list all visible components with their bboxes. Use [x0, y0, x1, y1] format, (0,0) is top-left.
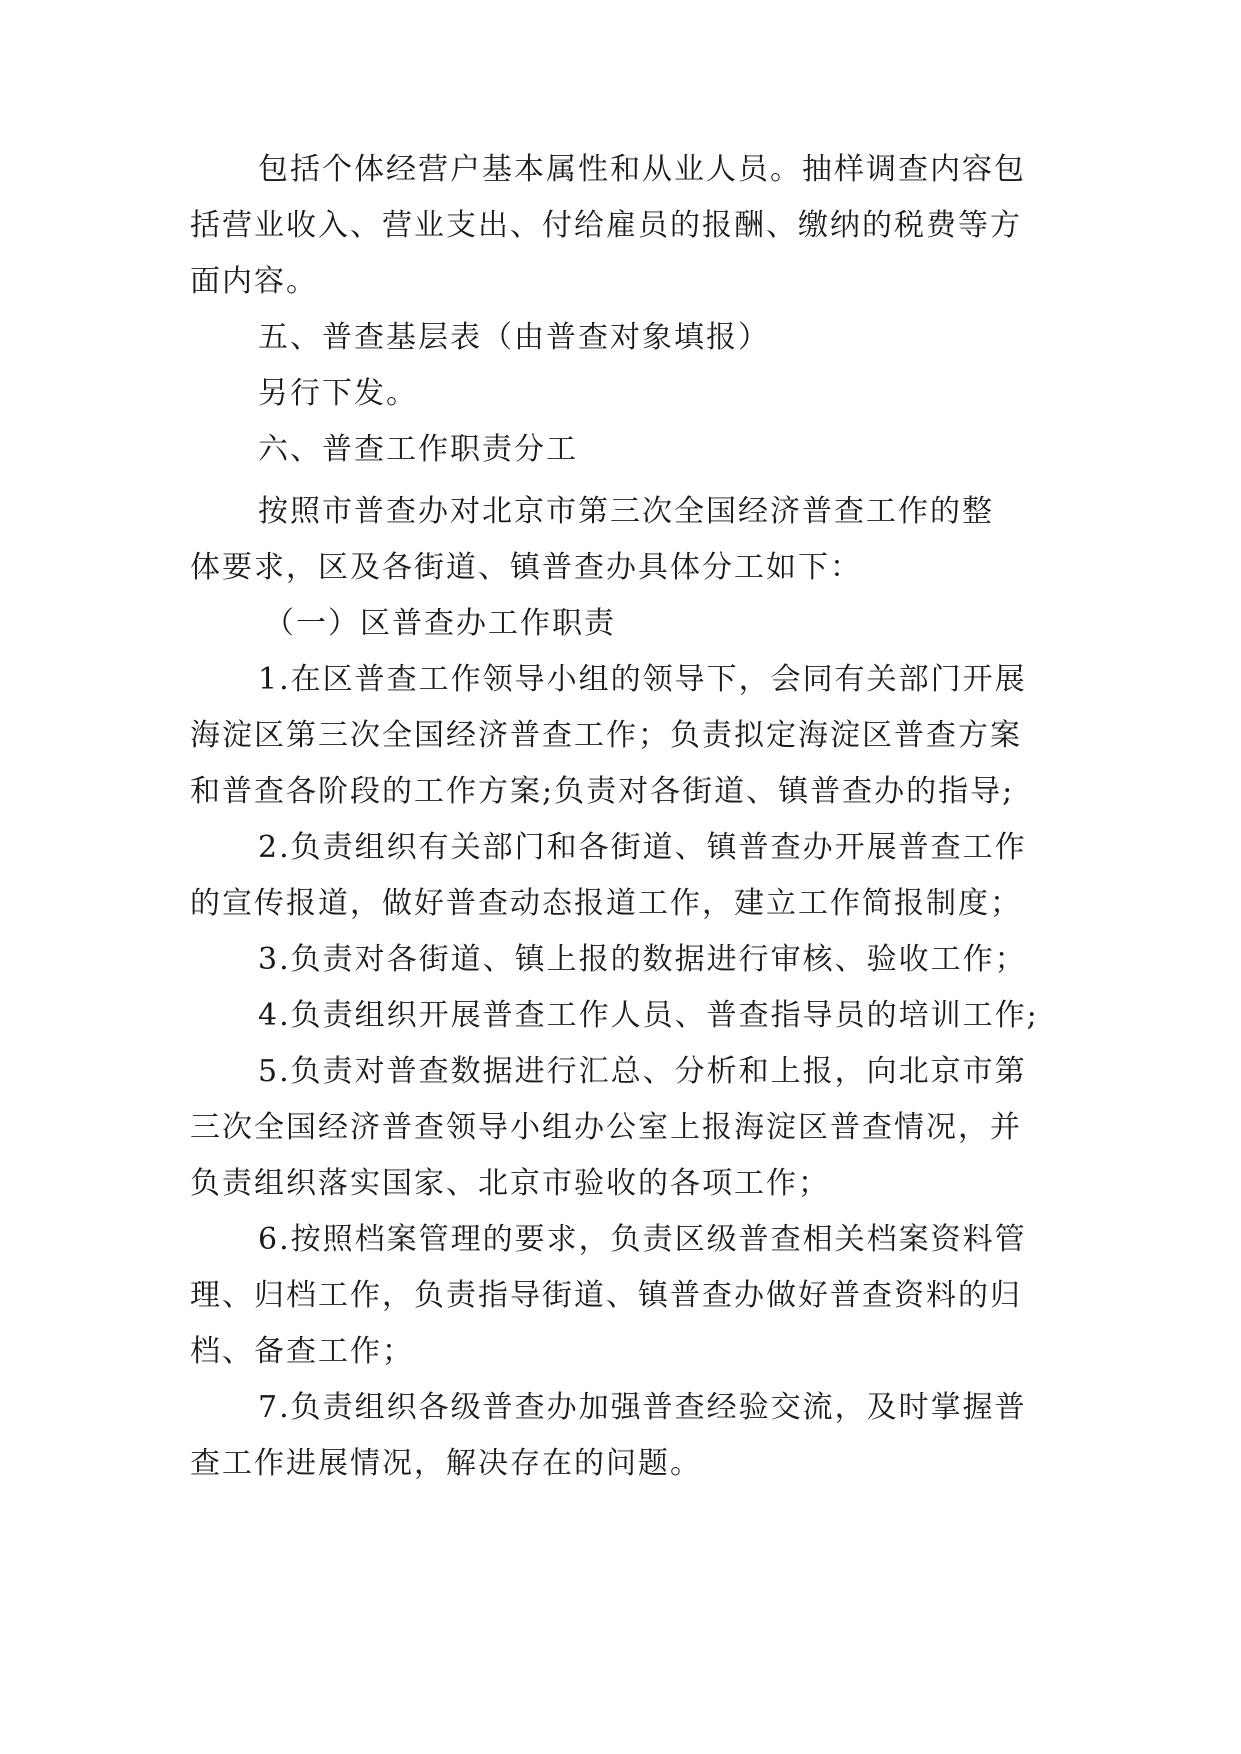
text-line-5: 另行下发。: [258, 376, 418, 411]
text-line-3: 面内容。: [190, 264, 318, 299]
text-line-13: 2.负责组织有关部门和各街道、镇普查办开展普查工作: [258, 830, 1027, 865]
text-line-1: 包括个体经营户基本属性和从业人员。抽样调查内容包: [258, 152, 1026, 187]
section-heading-6: 六、普查工作职责分工: [258, 432, 578, 467]
text-line-20: 6.按照档案管理的要求，负责区级普查相关档案资料管: [258, 1222, 1027, 1257]
text-line-8: 体要求，区及各街道、镇普查办具体分工如下：: [190, 550, 862, 585]
subsection-heading-1: （一）区普查办工作职责: [264, 606, 616, 641]
text-line-19: 负责组织落实国家、北京市验收的各项工作；: [190, 1166, 830, 1201]
text-line-14: 的宣传报道，做好普查动态报道工作，建立工作简报制度；: [190, 886, 1022, 921]
text-line-18: 三次全国经济普查领导小组办公室上报海淀区普查情况，并: [190, 1110, 1022, 1145]
text-line-17: 5.负责对普查数据进行汇总、分析和上报，向北京市第: [258, 1054, 1027, 1089]
text-line-11: 海淀区第三次全国经济普查工作；负责拟定海淀区普查方案: [190, 718, 1022, 753]
text-line-23: 7.负责组织各级普查办加强普查经验交流，及时掌握普: [258, 1390, 1027, 1425]
text-line-7: 按照市普查办对北京市第三次全国经济普查工作的整: [258, 494, 994, 529]
text-line-21: 理、归档工作，负责指导街道、镇普查办做好普查资料的归: [190, 1278, 1022, 1313]
text-line-15: 3.负责对各街道、镇上报的数据进行审核、验收工作；: [258, 942, 1027, 977]
text-line-12: 和普查各阶段的工作方案;负责对各街道、镇普查办的指导;: [190, 774, 1015, 809]
text-line-22: 档、备查工作；: [190, 1334, 414, 1369]
text-line-24: 查工作进展情况，解决存在的问题。: [190, 1446, 702, 1481]
section-heading-5: 五、普查基层表（由普查对象填报）: [258, 320, 770, 355]
text-line-10: 1.在区普查工作领导小组的领导下，会同有关部门开展: [258, 662, 1027, 697]
text-line-2: 括营业收入、营业支出、付给雇员的报酬、缴纳的税费等方: [190, 208, 1022, 243]
text-line-16: 4.负责组织开展普查工作人员、普查指导员的培训工作;: [258, 998, 1039, 1033]
